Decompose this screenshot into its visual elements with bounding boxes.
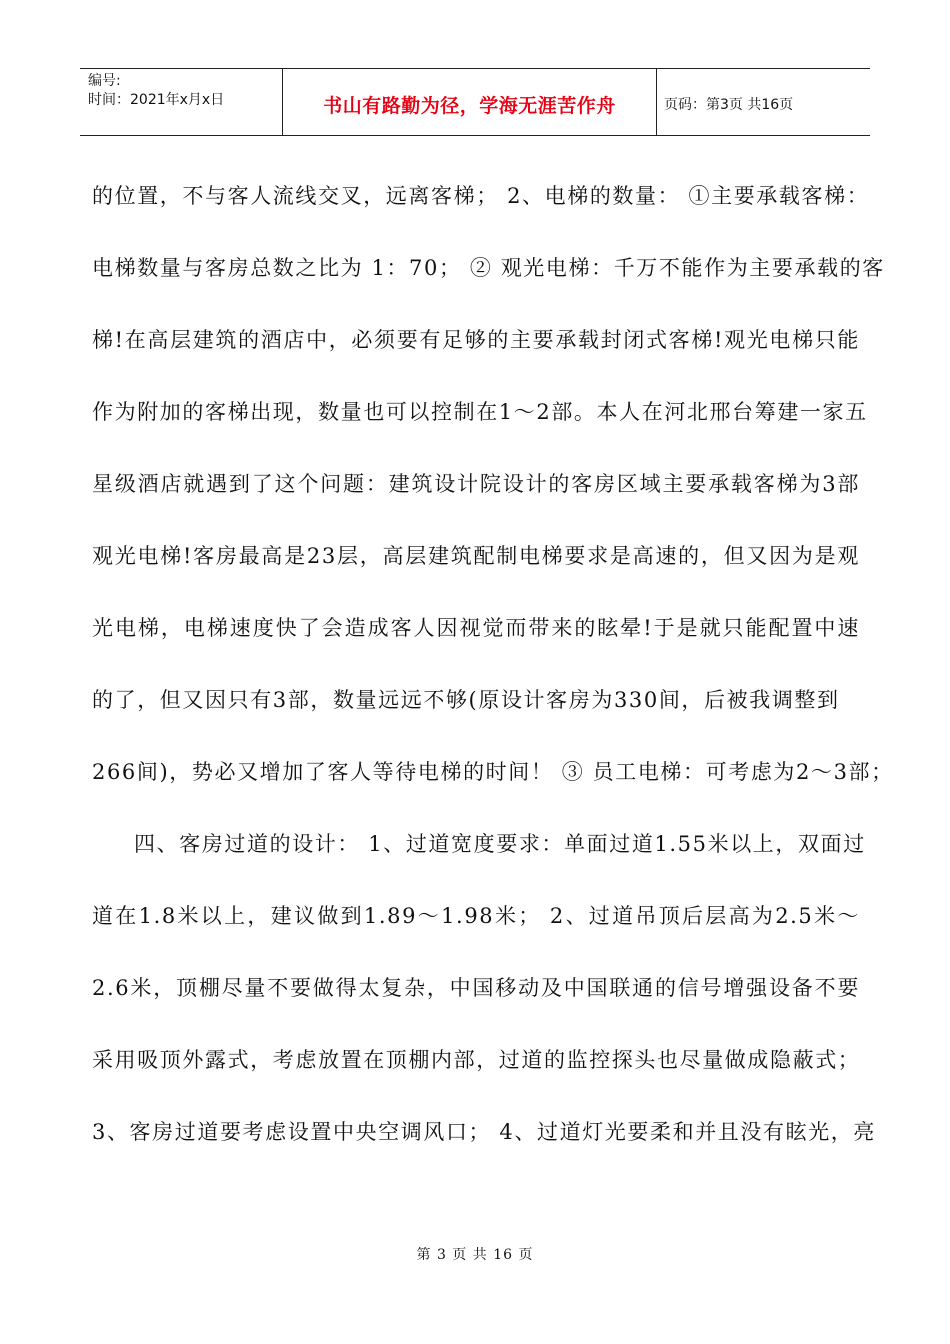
body-line-1: 的位置，不与客人流线交叉，远离客梯； 2、电梯的数量： ①主要承载客梯： (92, 184, 870, 208)
body-line-12: 2.6米，顶棚尽量不要做得太复杂，中国移动及中国联通的信号增强设备不要 (92, 976, 860, 1000)
date-label: 时间：2021年x月x日 (88, 92, 225, 108)
header-page-info: 页码：第3页 共16页 (664, 97, 794, 113)
body-line-14: 3、客房过道要考虑设置中央空调风口； 4、过道灯光要柔和并且没有眩光，亮 (92, 1120, 876, 1144)
header-meta (80, 69, 282, 135)
body-line-6: 观光电梯!客房最高是23层，高层建筑配制电梯要求是高速的，但又因为是观 (92, 544, 860, 568)
page-footer: 第 3 页 共 16 页 (416, 1247, 534, 1263)
body-line-7: 光电梯，电梯速度快了会造成客人因视觉而带来的眩晕!于是就只能配置中速 (92, 616, 860, 640)
body-line-9: 266间)，势必又增加了客人等待电梯的时间！ ③ 员工电梯：可考虑为2～3部； (92, 760, 894, 784)
document-header (80, 68, 870, 136)
body-text (92, 176, 894, 1184)
body-line-11: 道在1.8米以上，建议做到1.89～1.98米； 2、过道吊顶后层高为2.5米～ (92, 904, 860, 928)
id-label: 编号: (88, 73, 121, 89)
body-line-4: 作为附加的客梯出现，数量也可以控制在1～2部。本人在河北邢台筹建一家五 (92, 400, 868, 424)
body-line-13: 采用吸顶外露式，考虑放置在顶棚内部，过道的监控探头也尽量做成隐蔽式； (92, 1048, 861, 1072)
body-line-3: 梯!在高层建筑的酒店中，必须要有足够的主要承载封闭式客梯!观光电梯只能 (92, 328, 860, 352)
body-line-2: 电梯数量与客房总数之比为 1：70； ② 观光电梯：千万不能作为主要承载的客 (92, 256, 885, 280)
header-motto: 书山有路勤为径，学海无涯苦作舟 (282, 69, 657, 135)
body-line-10: 四、客房过道的设计： 1、过道宽度要求：单面过道1.55米以上，双面过 (134, 832, 866, 856)
body-line-5: 星级酒店就遇到了这个问题：建筑设计院设计的客房区域主要承载客梯为3部 (92, 472, 860, 496)
body-line-8: 的了，但又因只有3部，数量远远不够(原设计客房为330间，后被我调整到 (92, 688, 840, 712)
